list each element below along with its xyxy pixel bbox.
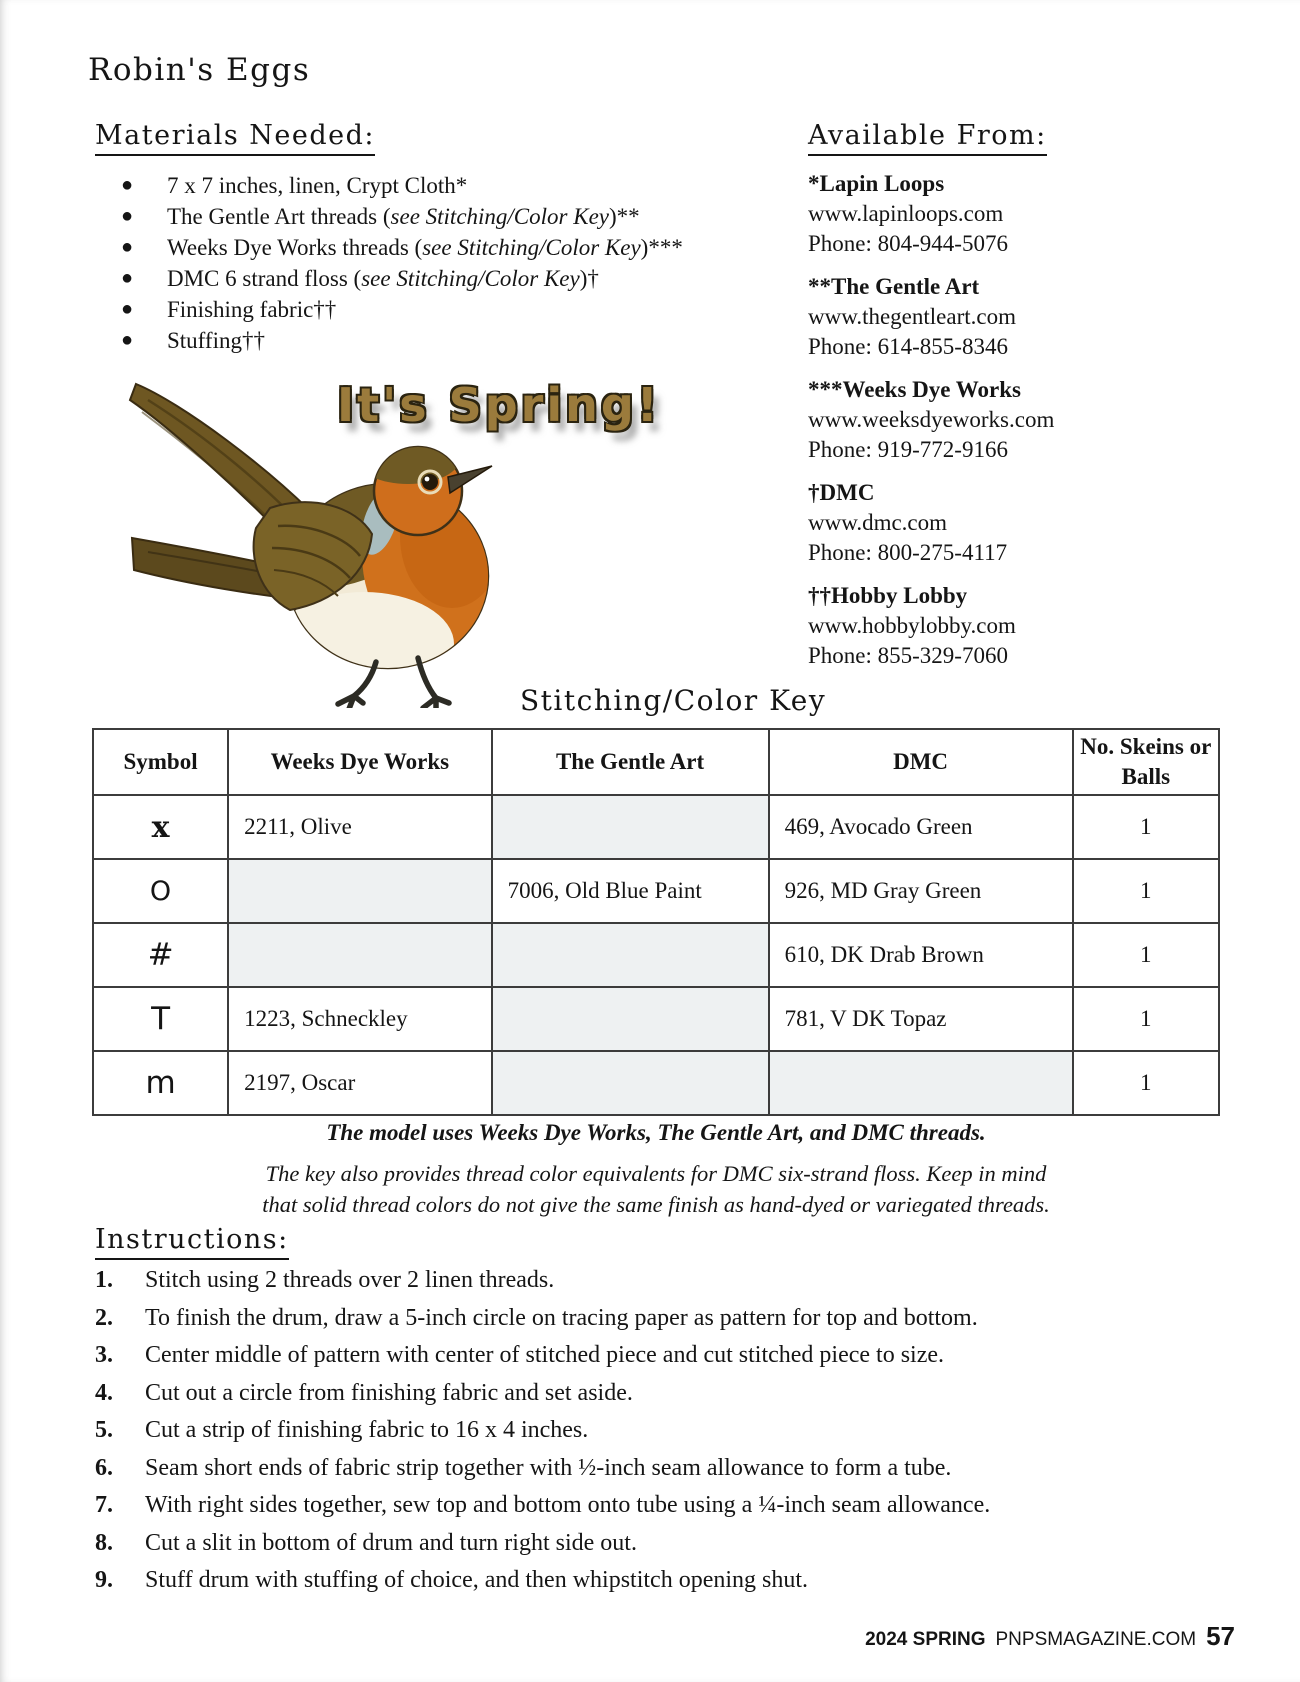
step-number: 4. [95, 1379, 113, 1406]
step-text: Stuff drum with stuffing of choice, and then whipstitch opening shut. [145, 1567, 809, 1593]
bullet-icon: ● [121, 236, 134, 258]
step-text: Cut out a circle from finishing fabric and set aside. [145, 1379, 633, 1406]
step-number: 7. [95, 1492, 113, 1518]
weeks-cell [228, 859, 491, 923]
footer-page-number: 57 [1206, 1621, 1235, 1651]
gentle-cell [492, 1051, 769, 1115]
vendor-name: ***Weeks Dye Works [808, 377, 1021, 402]
step-text: With right sides together, sew top and bottom onto tube using a ¼-inch seam allowance. [145, 1492, 991, 1518]
column-header-dmc: DMC [769, 729, 1073, 795]
vendor-phone: Phone: 614-855-8346 [808, 334, 1008, 359]
bullet-icon: ● [121, 298, 134, 320]
available-from-section [808, 120, 1238, 671]
vendor-url: www.weeksdyeworks.com [808, 407, 1055, 432]
column-header-weeks: Weeks Dye Works [228, 729, 491, 795]
weeks-cell: 1223, Schneckley [228, 987, 491, 1051]
color-key-table [92, 728, 1220, 1116]
gentle-cell [492, 987, 769, 1051]
skeins-cell: 1 [1073, 1051, 1219, 1115]
vendor-name: †DMC [808, 480, 875, 505]
equivalents-note [92, 1158, 1220, 1220]
vendor-phone: Phone: 804-944-5076 [808, 231, 1008, 256]
weeks-cell: 2211, Olive [228, 795, 491, 859]
material-text: DMC 6 strand floss (see Stitching/Color Key)† [167, 266, 599, 291]
dmc-cell: 781, V DK Topaz [769, 987, 1073, 1051]
vendor-block [808, 478, 1238, 568]
table-row [93, 923, 1219, 987]
step-number: 5. [95, 1417, 113, 1443]
step-text: Seam short ends of fabric strip together with ½-inch seam allowance to form a tube. [145, 1454, 952, 1481]
skeins-cell: 1 [1073, 923, 1219, 987]
step-text: Cut a strip of finishing fabric to 16 x 4 inches. [145, 1417, 589, 1443]
column-header-gentle: The Gentle Art [492, 729, 769, 795]
column-header-skeins: No. Skeins or Balls [1073, 729, 1219, 795]
symbol-cell [93, 1051, 228, 1115]
page-title: Robin's Eggs [88, 52, 311, 88]
instruction-step [95, 1418, 1240, 1442]
symbol-cell [93, 923, 228, 987]
vendor-block [808, 581, 1238, 671]
dmc-cell [769, 1051, 1073, 1115]
instruction-step [95, 1493, 1240, 1517]
instruction-step [95, 1268, 1240, 1292]
stitch-symbol-m: m [145, 1065, 176, 1101]
footer-season: 2024 SPRING [865, 1629, 986, 1650]
dmc-cell: 469, Avocado Green [769, 795, 1073, 859]
instructions-heading: Instructions: [95, 1224, 289, 1260]
gentle-cell: 7006, Old Blue Paint [492, 859, 769, 923]
stitch-symbol-x: x [151, 809, 170, 845]
step-text: Cut a slit in bottom of drum and turn right side out. [145, 1529, 637, 1556]
table-row [93, 859, 1219, 923]
table-row [93, 795, 1219, 859]
materials-section [95, 120, 785, 356]
equivalents-note-line2: that solid thread colors do not give the same finish as hand-dyed or variegated threads. [262, 1192, 1050, 1217]
dmc-cell: 610, DK Drab Brown [769, 923, 1073, 987]
vendor-url: www.hobbylobby.com [808, 613, 1016, 638]
instruction-step [95, 1306, 1240, 1330]
skeins-cell: 1 [1073, 987, 1219, 1051]
skeins-cell: 1 [1073, 859, 1219, 923]
vendor-url: www.lapinloops.com [808, 201, 1004, 226]
banner-text: It's Spring! [337, 378, 661, 432]
table-row [93, 987, 1219, 1051]
stitch-symbol-o: O [149, 875, 172, 907]
table-header-row [93, 729, 1219, 795]
material-text: Finishing fabric†† [167, 297, 337, 322]
list-item [95, 170, 785, 201]
vendor-url: www.dmc.com [808, 510, 948, 535]
step-number: 8. [95, 1529, 113, 1556]
stitch-symbol-hash: # [147, 937, 174, 973]
column-header-symbol: Symbol [93, 729, 228, 795]
vendor-block [808, 375, 1238, 465]
vendor-name: *Lapin Loops [808, 171, 945, 196]
list-item [95, 263, 785, 294]
vendor-phone: Phone: 919-772-9166 [808, 437, 1008, 462]
list-item [95, 232, 785, 263]
instruction-step [95, 1531, 1240, 1555]
weeks-cell: 2197, Oscar [228, 1051, 491, 1115]
symbol-cell [93, 795, 228, 859]
vendor-block [808, 169, 1238, 259]
step-number: 2. [95, 1304, 113, 1331]
bullet-icon: ● [121, 174, 134, 196]
skeins-cell: 1 [1073, 795, 1219, 859]
symbol-cell [93, 987, 228, 1051]
instruction-step [95, 1343, 1240, 1367]
dmc-cell: 926, MD Gray Green [769, 859, 1073, 923]
materials-list [95, 170, 785, 356]
footer-site: PNPSMAGAZINE.COM [995, 1629, 1197, 1650]
vendor-name: ††Hobby Lobby [808, 583, 968, 608]
materials-heading: Materials Needed: [95, 120, 375, 156]
list-item [95, 325, 785, 356]
page-footer [865, 1621, 1235, 1652]
step-text: To finish the drum, draw a 5-inch circle on tracing paper as pattern for top and bottom. [145, 1304, 978, 1331]
list-item [95, 201, 785, 232]
available-from-heading: Available From: [808, 120, 1047, 156]
material-text: The Gentle Art threads (see Stitching/Color Key)** [167, 204, 640, 229]
gentle-cell [492, 923, 769, 987]
vendor-url: www.thegentleart.com [808, 304, 1016, 329]
instructions-list [95, 1268, 1240, 1606]
color-key-heading: Stitching/Color Key [520, 684, 827, 717]
vendor-phone: Phone: 800-275-4117 [808, 540, 1008, 565]
vendor-block [808, 272, 1238, 362]
table-row [93, 1051, 1219, 1115]
step-number: 9. [95, 1567, 113, 1593]
vendor-name: **The Gentle Art [808, 274, 980, 299]
vendor-phone: Phone: 855-329-7060 [808, 643, 1008, 668]
bullet-icon: ● [121, 267, 134, 289]
bullet-icon: ● [121, 329, 134, 351]
instruction-step [95, 1568, 1240, 1592]
stitch-symbol-t: T [151, 1001, 171, 1037]
material-text: Weeks Dye Works threads (see Stitching/Color Key)*** [167, 235, 683, 260]
material-text: Stuffing†† [167, 328, 265, 353]
material-text: 7 x 7 inches, linen, Crypt Cloth* [167, 173, 468, 198]
list-item [95, 294, 785, 325]
bullet-icon: ● [121, 205, 134, 227]
symbol-cell [93, 859, 228, 923]
step-text: Stitch using 2 threads over 2 linen threads. [145, 1267, 555, 1293]
instruction-step [95, 1381, 1240, 1405]
model-threads-note: The model uses Weeks Dye Works, The Gentle Art, and DMC threads. [326, 1120, 986, 1145]
gentle-cell [492, 795, 769, 859]
step-text: Center middle of pattern with center of stitched piece and cut stitched piece to size. [145, 1342, 945, 1368]
instruction-step [95, 1456, 1240, 1480]
step-number: 6. [95, 1454, 113, 1481]
step-number: 3. [95, 1342, 113, 1368]
weeks-cell [228, 923, 491, 987]
step-number: 1. [95, 1267, 113, 1293]
equivalents-note-line1: The key also provides thread color equivalents for DMC six-strand floss. Keep in mind [265, 1161, 1047, 1186]
